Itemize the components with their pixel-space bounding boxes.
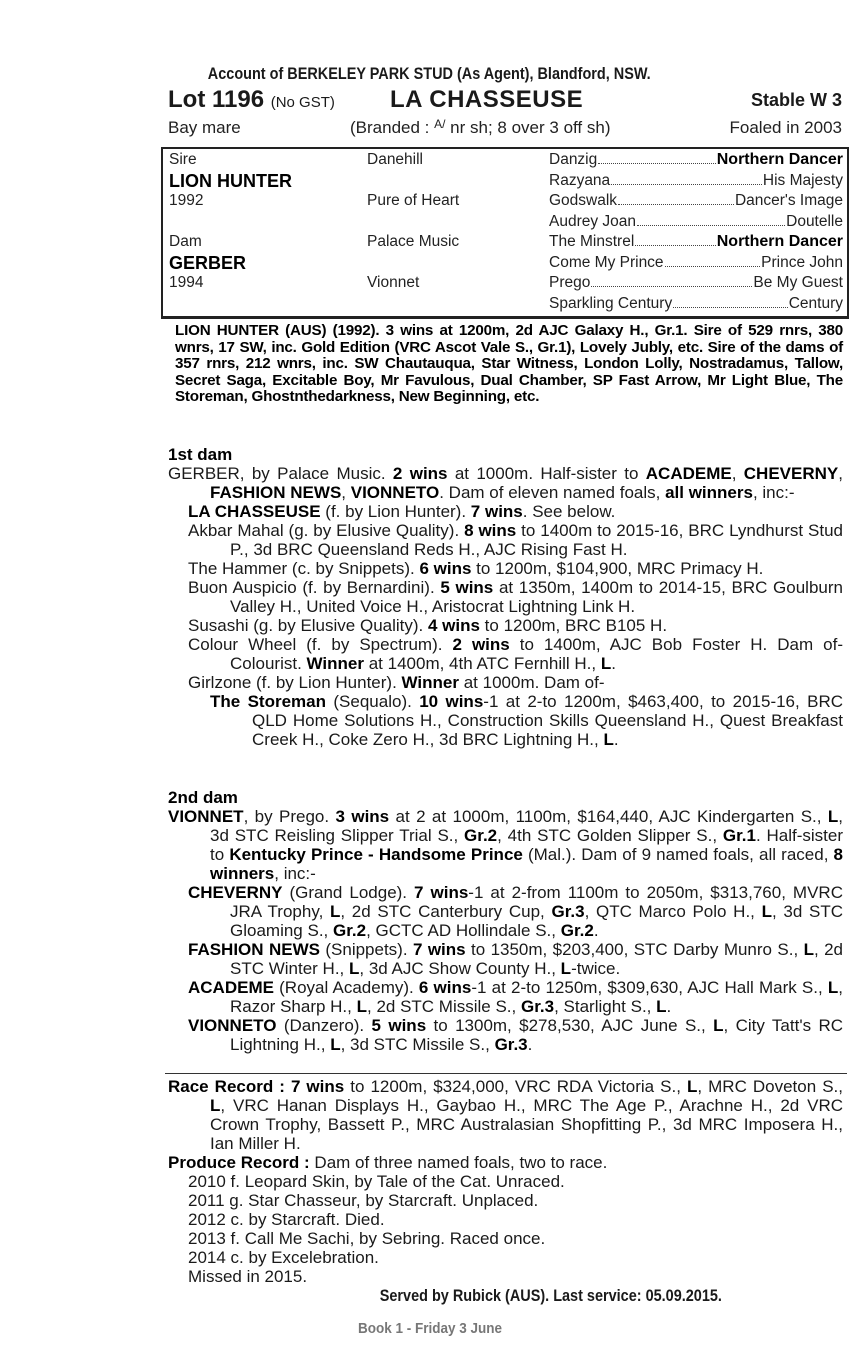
bold-text: L [803,940,814,959]
bold-text: L [603,730,614,749]
pedigree-row [163,151,847,171]
entry-paragraph [168,464,843,502]
bold-text: L [330,1035,341,1054]
great-grandsire: Doutelle [786,212,843,230]
bold-text: VIONNETO [188,1016,277,1035]
entry-paragraph [168,883,843,940]
great-grandsire: Dancer's Image [734,192,843,209]
lot-number: Lot 1196 (No GST) [168,86,335,113]
grandparent: Audrey Joan [549,212,637,230]
text: , Starlight S., [554,997,657,1016]
bold-text: Gr.2 [560,921,594,940]
text: , 3d STC Missile S., [340,1035,495,1054]
pedigree-row [163,295,847,315]
pedigree-col1: 1994 [169,274,204,291]
bold-text: 7 wins [470,502,523,521]
text: , QTC Marco Polo H., [584,902,762,921]
pedigree-grandparents [549,233,843,251]
text: . Half-sister to [210,826,843,864]
text: , GCTC AD Hollindale S., [366,921,561,940]
pedigree-col1: LION HUNTER [169,170,292,191]
text: to 1200m, BRC B105 H. [479,616,668,635]
text: , 3d STC Reisling Slipper Trial S., [210,807,844,845]
bold-text: VIONNETO [350,483,440,502]
pedigree-grandparents [549,172,843,190]
text: Susashi (g. by Elusive Quality). [188,616,428,635]
bold-text: L [349,959,360,978]
dot-leader [665,254,761,267]
dot-leader [618,192,734,205]
entry-paragraph [168,978,843,1016]
text: GERBER, by Palace Music. [168,464,393,483]
entry-paragraph [168,578,843,616]
bold-text: L [827,978,839,997]
bold-text: Produce Record : [168,1153,310,1172]
bold-text: 8 wins [464,521,517,540]
produce-item: 2013 f. Call Me Sachi, by Sebring. Raced once. [188,1229,546,1248]
text: to 1200m, $104,900, MRC Primacy H. [471,559,764,578]
bold-text: 10 wins [419,692,484,711]
entry-paragraph [168,807,843,883]
entry-paragraph [168,521,843,559]
text: . See below. [522,502,616,521]
text: , Razor Sharp H., [230,978,843,1016]
text: . [613,730,619,749]
bold-text: L [656,997,667,1016]
great-grandsire: His Majesty [762,171,843,189]
bold-text: ACADEME [188,978,274,997]
text: (Snippets). [319,940,413,959]
bold-text: FASHION NEWS [188,940,320,959]
entry-paragraph [168,1077,843,1153]
bold-text: Gr.2 [464,826,498,845]
divider [165,1073,847,1074]
text: -1 at 2-to 1200m, $463,400, to 2015-16, BRC QLD Home Solutions H., Construction Skills Queensland H., Quest Breakfast Creek H., Coke Zero H., 3d BRC Lightning H., [252,692,843,749]
bold-text: FASHION NEWS [210,483,342,502]
bold-text: L [356,997,367,1016]
text: . [593,921,599,940]
dot-leader [635,233,715,246]
bold-text: L [827,807,839,826]
bold-text: VIONNET [168,807,244,826]
dot-leader [611,172,762,185]
lot-header [168,86,842,114]
bold-text: CHEVERNY [188,883,283,902]
sex-colour: Bay mare [168,118,241,137]
pedigree-parent: Pure of Heart [367,192,460,209]
gst-note: (No GST) [270,94,335,111]
section-heading: 2nd dam [168,788,238,807]
pedigree-col1: Sire [169,151,197,168]
great-grandsire: Northern Dancer [716,151,843,168]
bold-text: all winners [665,483,753,502]
horse-details [168,118,842,140]
text: (f. by Lion Hunter). [320,502,471,521]
entry-paragraph [168,635,843,673]
first-dam-section [168,445,843,749]
bold-text: L [210,1096,221,1115]
pedigree-grandparents [549,213,843,231]
bold-text: L [600,654,612,673]
pedigree-row [163,274,847,294]
dot-leader [673,295,788,308]
text: to 1400m to 2015-16, BRC Lyndhurst Stud P., 3d BRC Queensland Reds H., AJC Rising Fast H. [230,521,843,559]
brand-mark-icon: A/ [434,117,446,131]
pedigree-col1: GERBER [169,252,247,273]
bold-text: 7 wins [414,883,469,902]
bold-text: 2 wins [392,464,448,483]
bold-text: 5 wins [440,578,494,597]
stable-location: Stable W 3 [750,90,842,110]
text: , 2d STC Missile S., [367,997,521,1016]
pedigree-parent: Danehill [367,151,424,168]
bold-text: Winner [401,673,459,692]
text: Girlzone (f. by Lion Hunter). [188,673,402,692]
text: to 1350m, $203,400, STC Darby Munro S., [465,940,804,959]
consignor-line: Account of BERKELEY PARK STUD (As Agent), Blandford, NSW. [207,64,651,83]
bold-text: Winner [306,654,364,673]
text: at 1000m. Half-sister to [447,464,646,483]
entry-paragraph [168,692,843,749]
text: , 2d STC Winter H., [230,940,843,978]
text: , 2d STC Canterbury Cup, [340,902,552,921]
bold-text: Gr.3 [551,902,585,921]
second-dam-section [168,788,843,1054]
text: , 3d STC Gloaming S., [230,902,843,940]
text: Akbar Mahal (g. by Elusive Quality). [188,521,465,540]
produce-item: 2014 c. by Excelebration. [188,1248,379,1267]
great-grandsire: Prince John [761,253,843,271]
pedigree-row [163,254,847,274]
text: , inc:- [752,483,795,502]
bold-text: L [686,1077,698,1096]
bold-text: L [713,1016,724,1035]
service-note: Served by Rubick (AUS). Last service: 05.09.2015. [379,1286,722,1305]
pedigree-col1: Dam [169,233,202,250]
text: , inc:- [274,864,316,883]
bold-text: LA CHASSEUSE [188,502,321,521]
pedigree-grandparents [549,295,843,313]
text: -twice. [571,959,621,978]
dot-leader [637,213,785,226]
grandparent: Danzig [549,151,598,168]
produce-item: 2012 c. by Starcraft. Died. [188,1210,385,1229]
text: , 4th STC Golden Slipper S., [497,826,723,845]
bold-text: 4 wins [427,616,480,635]
pedigree-grandparents [549,151,843,169]
text: at 2 at 1000m, 1100m, $164,440, AJC Kindergarten S., [389,807,828,826]
text: The Hammer (c. by Snippets). [188,559,420,578]
produce-list [168,1172,843,1286]
pedigree-table [161,147,849,319]
bold-text: L [560,959,572,978]
great-grandsire: Northern Dancer [716,233,843,250]
grandparent: The Minstrel [549,233,635,250]
grandparent: Godswalk [549,192,618,209]
text: at 1000m. Dam of- [459,673,605,692]
bold-text: Gr.3 [520,997,555,1016]
text: . [611,654,616,673]
pedigree-grandparents [549,192,843,210]
bold-text: Gr.1 [722,826,756,845]
bold-text: CHEVERNY [743,464,839,483]
produce-item: Missed in 2015. [188,1267,308,1286]
bold-text: L [330,902,341,921]
bold-text: Race Record : 7 wins [168,1077,345,1096]
pedigree-grandparents [549,254,843,272]
pedigree-row [163,192,847,212]
bold-text: Gr.2 [333,921,367,940]
pedigree-parent: Palace Music [367,233,460,250]
text: to 1300m, $278,530, AJC June S., [426,1016,714,1035]
entry-paragraph [168,1153,843,1172]
text: , [341,483,351,502]
text: Dam of three named foals, two to race. [309,1153,608,1172]
pedigree-row [163,233,847,253]
great-grandsire: Century [788,294,843,312]
text: , by Prego. [243,807,336,826]
text: . [527,1035,533,1054]
text: at 1400m, 4th ATC Fernhill H., [364,654,601,673]
grandparent: Come My Prince [549,253,664,271]
pedigree-grandparents [549,274,843,292]
bold-text: 8 winners [210,845,844,883]
text: Buon Auspicio (f. by Bernardini). [188,578,441,597]
page-footer: Book 1 - Friday 3 June [357,1320,503,1337]
text: -1 at 2-from 1100m to 2050m, $313,760, MVRC JRA Trophy, [230,883,843,921]
bold-text: 7 wins [412,940,466,959]
text: , 3d AJC Show County H., [359,959,561,978]
bold-text: 2 wins [452,635,510,654]
bold-text: ACADEME [645,464,732,483]
grandparent: Razyana [549,171,611,189]
text: (Danzero). [276,1016,372,1035]
entry-paragraph [168,673,843,692]
text: (Sequalo). [326,692,420,711]
text: . Dam of eleven named foals, [439,483,666,502]
bold-text: 5 wins [371,1016,427,1035]
bold-text: 3 wins [335,807,390,826]
grandparent: Prego [549,274,591,291]
text: (Grand Lodge). [282,883,415,902]
sire-summary: LION HUNTER (AUS) (1992). 3 wins at 1200m, 2d AJC Galaxy H., Gr.1. Sire of 529 rnrs, 380 wnrs, 17 SW, inc. Gold Edition (VRC Ascot Vale S., Gr.1), Lovely Jubly, etc. Sire of the dams of 357 rnrs, 212 wnrs, inc. SW Chautauqua, Star Witness, London Lolly, Nostradamus, Tallow, Secret Saga, Excitable Boy, Mr Favulous, Dual Chamber, SP Fast Arrow, Mr Light Blue, The Storeman, Ghostnthedarkness, New Beginning, etc. [175,322,843,406]
text: at 1350m, 1400m to 2014-15, BRC Goulburn Valley H., United Voice H., Aristocrat Lightning Link H. [230,578,843,616]
text: to 1400m, AJC Bob Foster H. Dam of- Colourist. [230,635,843,673]
produce-item: 2010 f. Leopard Skin, by Tale of the Cat. Unraced. [188,1172,565,1191]
produce-item: 2011 g. Star Chasseur, by Starcraft. Unplaced. [188,1191,539,1210]
text: , [731,464,744,483]
entry-paragraph [168,940,843,978]
bold-text: 6 wins [419,559,472,578]
pedigree-parent: Vionnet [367,274,420,291]
entry-paragraph [168,616,843,635]
text: Colour Wheel (f. by Spectrum). [188,635,453,654]
pedigree-row [163,172,847,192]
bold-text: 6 wins [418,978,472,997]
foaled-year: Foaled in 2003 [729,118,842,137]
section-heading: 1st dam [168,445,233,464]
records-section [168,1077,843,1286]
text: , VRC Hanan Displays H., Gaybao H., MRC The Age P., Arachne H., 2d VRC Crown Trophy, Bassett P., MRC Australasian Shopfitting P., 3d MRC Imposera H., Ian Miller H. [210,1096,843,1153]
dot-leader [598,151,716,164]
text: , [838,464,843,483]
horse-name: LA CHASSEUSE [390,86,584,113]
bold-text: Gr.3 [494,1035,528,1054]
grandparent: Sparkling Century [549,294,673,312]
text: -1 at 2-to 1250m, $309,630, AJC Hall Mark S., [471,978,828,997]
text: (Mal.). Dam of 9 named foals, all raced, [522,845,834,864]
text: , MRC Doveton S., [697,1077,843,1096]
bold-text: The Storeman [210,692,327,711]
text: . [666,997,672,1016]
entry-paragraph [168,559,843,578]
entry-paragraph [168,1016,843,1054]
text: , City Tatt's RC Lightning H., [230,1016,844,1054]
dot-leader [591,274,752,287]
text: to 1200m, $324,000, VRC RDA Victoria S., [344,1077,687,1096]
bold-text: Kentucky Prince - Handsome Prince [229,845,523,864]
pedigree-col1: 1992 [169,192,204,209]
pedigree-row [163,213,847,233]
entry-paragraph [168,502,843,521]
text: (Royal Academy). [273,978,419,997]
great-grandsire: Be My Guest [753,274,843,291]
bold-text: L [761,902,772,921]
brand-description: (Branded : $^{A/}$ nr sh; 8 over 3 off sh) [350,117,611,137]
